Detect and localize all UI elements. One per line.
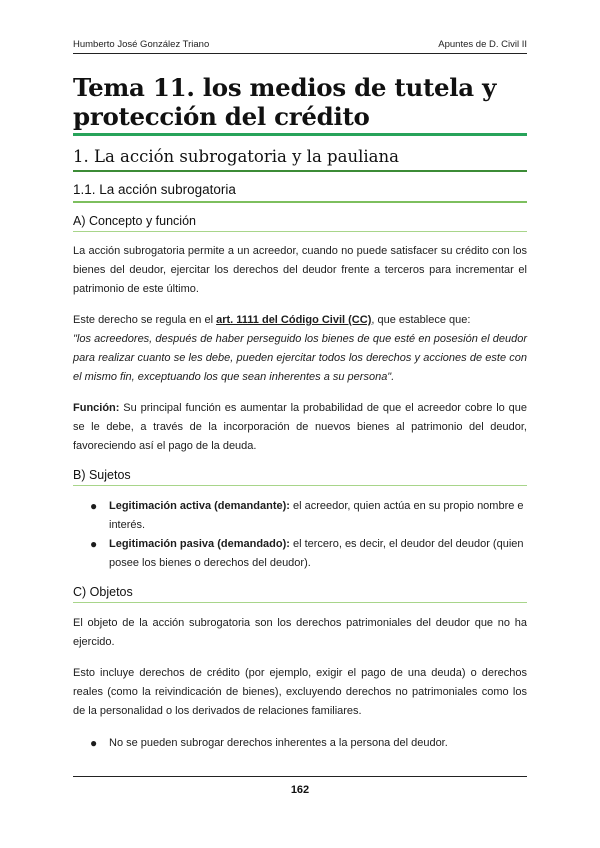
section-divider bbox=[73, 170, 527, 172]
page-title: Tema 11. los medios de tutela y protección del crédito bbox=[73, 73, 497, 131]
regulation-post: , que establece que: bbox=[371, 314, 471, 326]
paragraph-objetos: El objeto de la acción subrogatoria son los derechos patrimoniales del deudor que no ha ejercido. bbox=[73, 617, 527, 648]
list-item-text: el tercero, es decir, el deudor del deudor (quien posee los bienes o derechos del deudor). bbox=[109, 538, 524, 569]
section-heading: 1. La acción subrogatoria y la pauliana bbox=[73, 147, 399, 166]
header-author: Humberto José González Triano bbox=[73, 38, 210, 50]
list-item-text: No se pueden subrogar derechos inherentes a la persona del deudor. bbox=[109, 737, 448, 749]
subsection-divider bbox=[73, 201, 527, 203]
footer-divider bbox=[73, 776, 527, 777]
header-divider bbox=[73, 53, 527, 54]
heading-concepto: A) Concepto y función bbox=[73, 214, 196, 228]
title-divider bbox=[73, 133, 527, 136]
paragraph-funcion bbox=[73, 399, 527, 456]
heading-sujetos-divider bbox=[73, 485, 527, 486]
list-item-label: Legitimación pasiva (demandado): bbox=[109, 538, 290, 550]
bullet-icon: ● bbox=[90, 537, 98, 551]
list-item-label: Legitimación activa (demandante): bbox=[109, 500, 290, 512]
funcion-text: Su principal función es aumentar la probabilidad de que el acreedor cobre lo que se le debe, a través de la incorporación de nuevos bienes al patrimonio del deudor, favoreciendo así el pago de la deuda. bbox=[73, 402, 527, 452]
bullet-icon: ● bbox=[90, 736, 98, 750]
list-item bbox=[90, 497, 527, 535]
article-link[interactable]: art. 1111 del Código Civil (CC) bbox=[216, 314, 372, 326]
paragraph-quote: "los acreedores, después de haber perseguido los bienes de que esté en posesión el deudor para realizar cuanto se les debe, pueden ejercitar todos los derechos y acciones de este con el mismo fin, exceptuando los que sean inherentes a su persona". bbox=[73, 333, 527, 383]
funcion-label: Función: bbox=[73, 402, 120, 414]
bullet-icon: ● bbox=[90, 499, 98, 513]
heading-concepto-divider bbox=[73, 231, 527, 232]
paragraph-regulation bbox=[73, 311, 527, 330]
heading-objetos: C) Objetos bbox=[73, 585, 133, 599]
header-course: Apuntes de D. Civil II bbox=[438, 38, 527, 50]
paragraph-objetos-detail: Esto incluye derechos de crédito (por ejemplo, exigir el pago de una deuda) o derechos reales (como la reivindicación de bienes), excluyendo derechos no patrimoniales como los de la personalidad o los derivados de relaciones familiares. bbox=[73, 667, 527, 717]
page-number: 162 bbox=[290, 784, 310, 796]
subsection-heading: 1.1. La acción subrogatoria bbox=[73, 182, 236, 197]
list-item bbox=[90, 535, 527, 573]
heading-objetos-divider bbox=[73, 602, 527, 603]
list-item-text: el acreedor, quien actúa en su propio nombre e interés. bbox=[109, 500, 524, 531]
paragraph-concepto: La acción subrogatoria permite a un acreedor, cuando no puede satisfacer su crédito con los bienes del deudor, ejercitar los derechos del deudor frente a terceros para incrementar el patrimonio de este último. bbox=[73, 245, 527, 295]
heading-sujetos: B) Sujetos bbox=[73, 468, 131, 482]
regulation-pre: Este derecho se regula en el bbox=[73, 314, 217, 326]
page-header bbox=[73, 36, 527, 52]
list-item bbox=[90, 734, 527, 753]
